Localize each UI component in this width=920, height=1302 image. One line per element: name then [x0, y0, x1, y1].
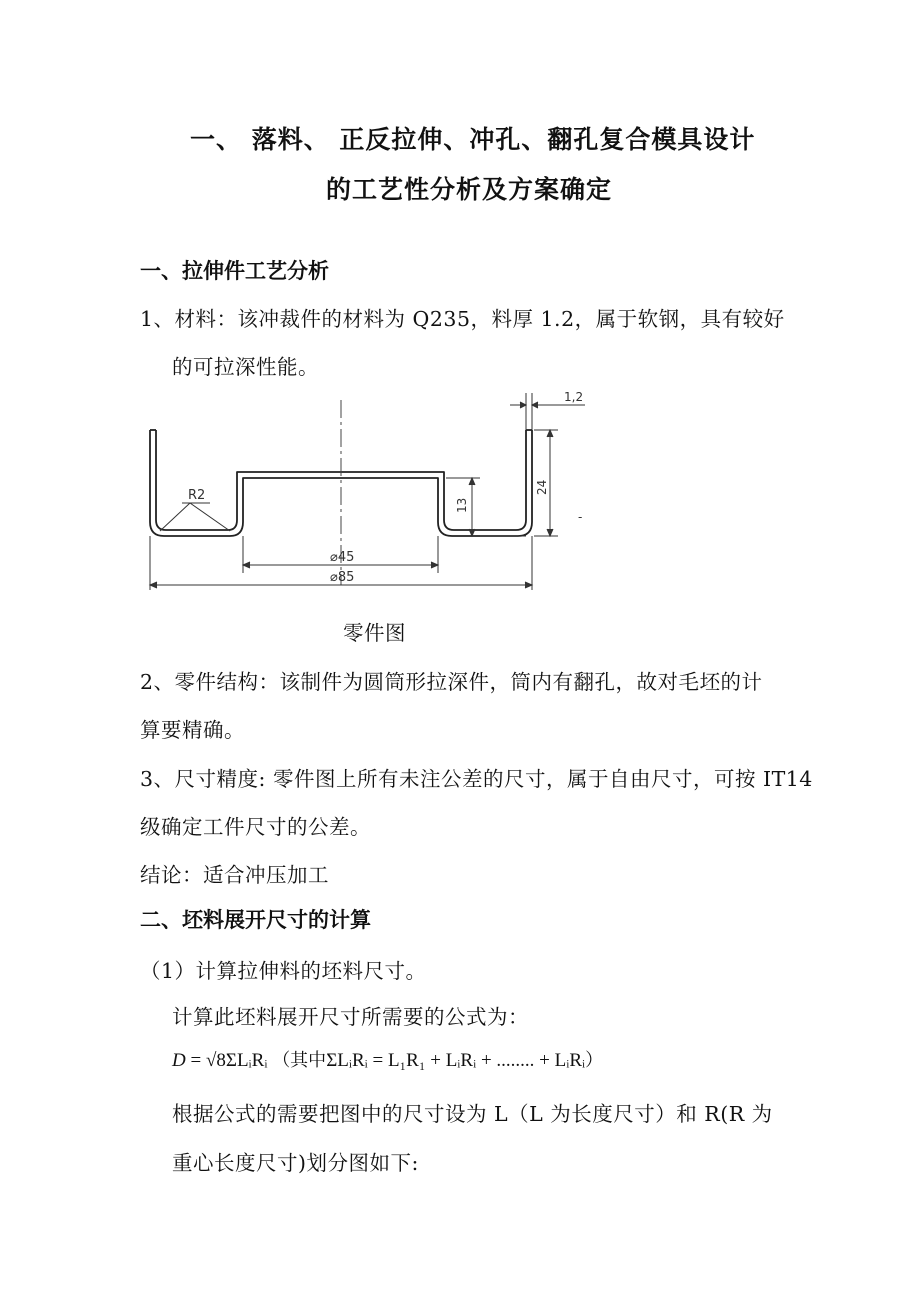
- item2-line1: 2、零件结构：该制件为圆筒形拉深件，筒内有翻孔，故对毛坯的计: [140, 670, 763, 694]
- formula-note-body: ΣLᵢRᵢ = L₁R₁ + LᵢRᵢ + ........ + LᵢRᵢ: [326, 1050, 586, 1071]
- para1-line2: 重心长度尺寸)划分图如下:: [172, 1151, 419, 1175]
- para1-line1: 根据公式的需要把图中的尺寸设为 L（L 为长度尺寸）和 R(R 为: [172, 1102, 773, 1126]
- item1-line2: 的可拉深性能。: [172, 355, 319, 379]
- side-tick: -: [578, 510, 583, 524]
- dim-radius-label: R2: [188, 488, 206, 503]
- formula-eq: =: [190, 1050, 202, 1071]
- section1-heading: 一、拉伸件工艺分析: [140, 259, 329, 283]
- dim-height-inner-label: 13: [455, 497, 469, 513]
- item3-line1: 3、尺寸精度: 零件图上所有未注公差的尺寸，属于自由尺寸，可按 IT14: [140, 767, 813, 791]
- figure-caption: 零件图: [343, 621, 406, 645]
- part-drawing: [140, 385, 600, 600]
- dim-inner-diameter-label: ⌀45: [330, 550, 355, 565]
- dim-height-total-label: 24: [535, 479, 549, 495]
- title-line-1: 一、 落料、 正反拉伸、冲孔、翻孔复合模具设计: [190, 125, 756, 154]
- dim-outer-diameter-label: ⌀85: [330, 570, 355, 585]
- formula: [172, 1046, 603, 1072]
- formula-note-suffix: ）: [585, 1050, 604, 1071]
- item1-line1: 1、材料：该冲裁件的材料为 Q235，料厚 1.2，属于软钢，具有较好: [140, 307, 785, 331]
- conclusion: 结论：适合冲压加工: [140, 863, 329, 887]
- title-line-2: 的工艺性分析及方案确定: [326, 175, 613, 204]
- formula-lhs: D: [172, 1050, 186, 1071]
- formula-intro: 计算此坯料展开尺寸所需要的公式为：: [172, 1005, 529, 1029]
- dim-thickness-label: 1,2: [564, 390, 584, 404]
- item2-line2: 算要精确。: [140, 718, 245, 742]
- step1: （1）计算拉伸料的坯料尺寸。: [140, 959, 427, 983]
- item3-line2: 级确定工件尺寸的公差。: [140, 815, 371, 839]
- formula-note-prefix: （其中: [272, 1050, 327, 1071]
- formula-root: √8ΣLᵢRᵢ: [205, 1050, 268, 1071]
- section2-heading: 二、坯料展开尺寸的计算: [140, 908, 371, 932]
